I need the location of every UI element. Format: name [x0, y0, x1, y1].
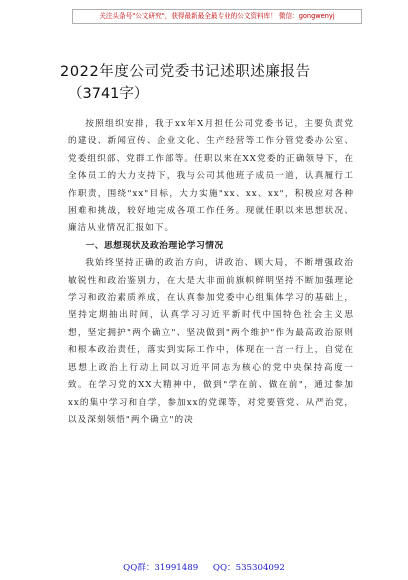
document-body — [68, 116, 354, 429]
promo-banner: 关注头条号"公文研究"，获得最新最全最专业的公文资料库！ 微信：gongwenyj — [72, 9, 362, 24]
document-title: 2022年度公司党委书记述职述廉报告 — [60, 64, 311, 80]
section-heading: 一、思想现状及政治理论学习情况 — [85, 240, 224, 251]
word-count: （3741字） — [68, 86, 149, 102]
page-footer — [0, 561, 408, 573]
paragraph: 按照组织安排，我于xx年X月担任公司党委书记，主要负责党的建设、新闻宣传、企业文化、生产经营等工作分管党委办公室、党委组织部、党群工作部等。任职以来在XX党委的正确领导下，在全体员工的大力支持下，我与公司其他班子成员一道，认真履行工作职责，围绕"xx"目标，大力实施"xx、xx、xx"，积极应对各种困难和挑战，较好地完成各项工作任务。现就任职以来思想状况、廉洁从业情况汇报如下。 — [68, 119, 354, 234]
qq-group-text: QQ群：31991489 — [123, 563, 199, 573]
qq-contact-text: QQ：535304092 — [212, 563, 285, 573]
paragraph: 我始终坚持正确的政治方向，讲政治、顾大局，不断增强政治敏锐性和政治鉴别力，在大是大非面前旗帜鲜明坚持不断加强理论学习和政治素质养成，在认真参加党委中心组集体学习的基础上，坚持定期抽出时间，认真学习习近平新时代中国特色社会主义思想，坚定拥护"两个确立"、坚决做到"两个维护"作为最高政治原则和根本政治责任，落实到实际工作中，体现在一言一行上，自觉在思想上政治上行动上同以习近平同志为核心的党中央保持高度一致。在学习党的XX大精神中，做到"学在前、做在前"，通过参加xx的集中学习和自学，参加xx的党课等，对党要管党、从严治党，以及深刻领悟"两个确立"的决 — [68, 258, 354, 425]
